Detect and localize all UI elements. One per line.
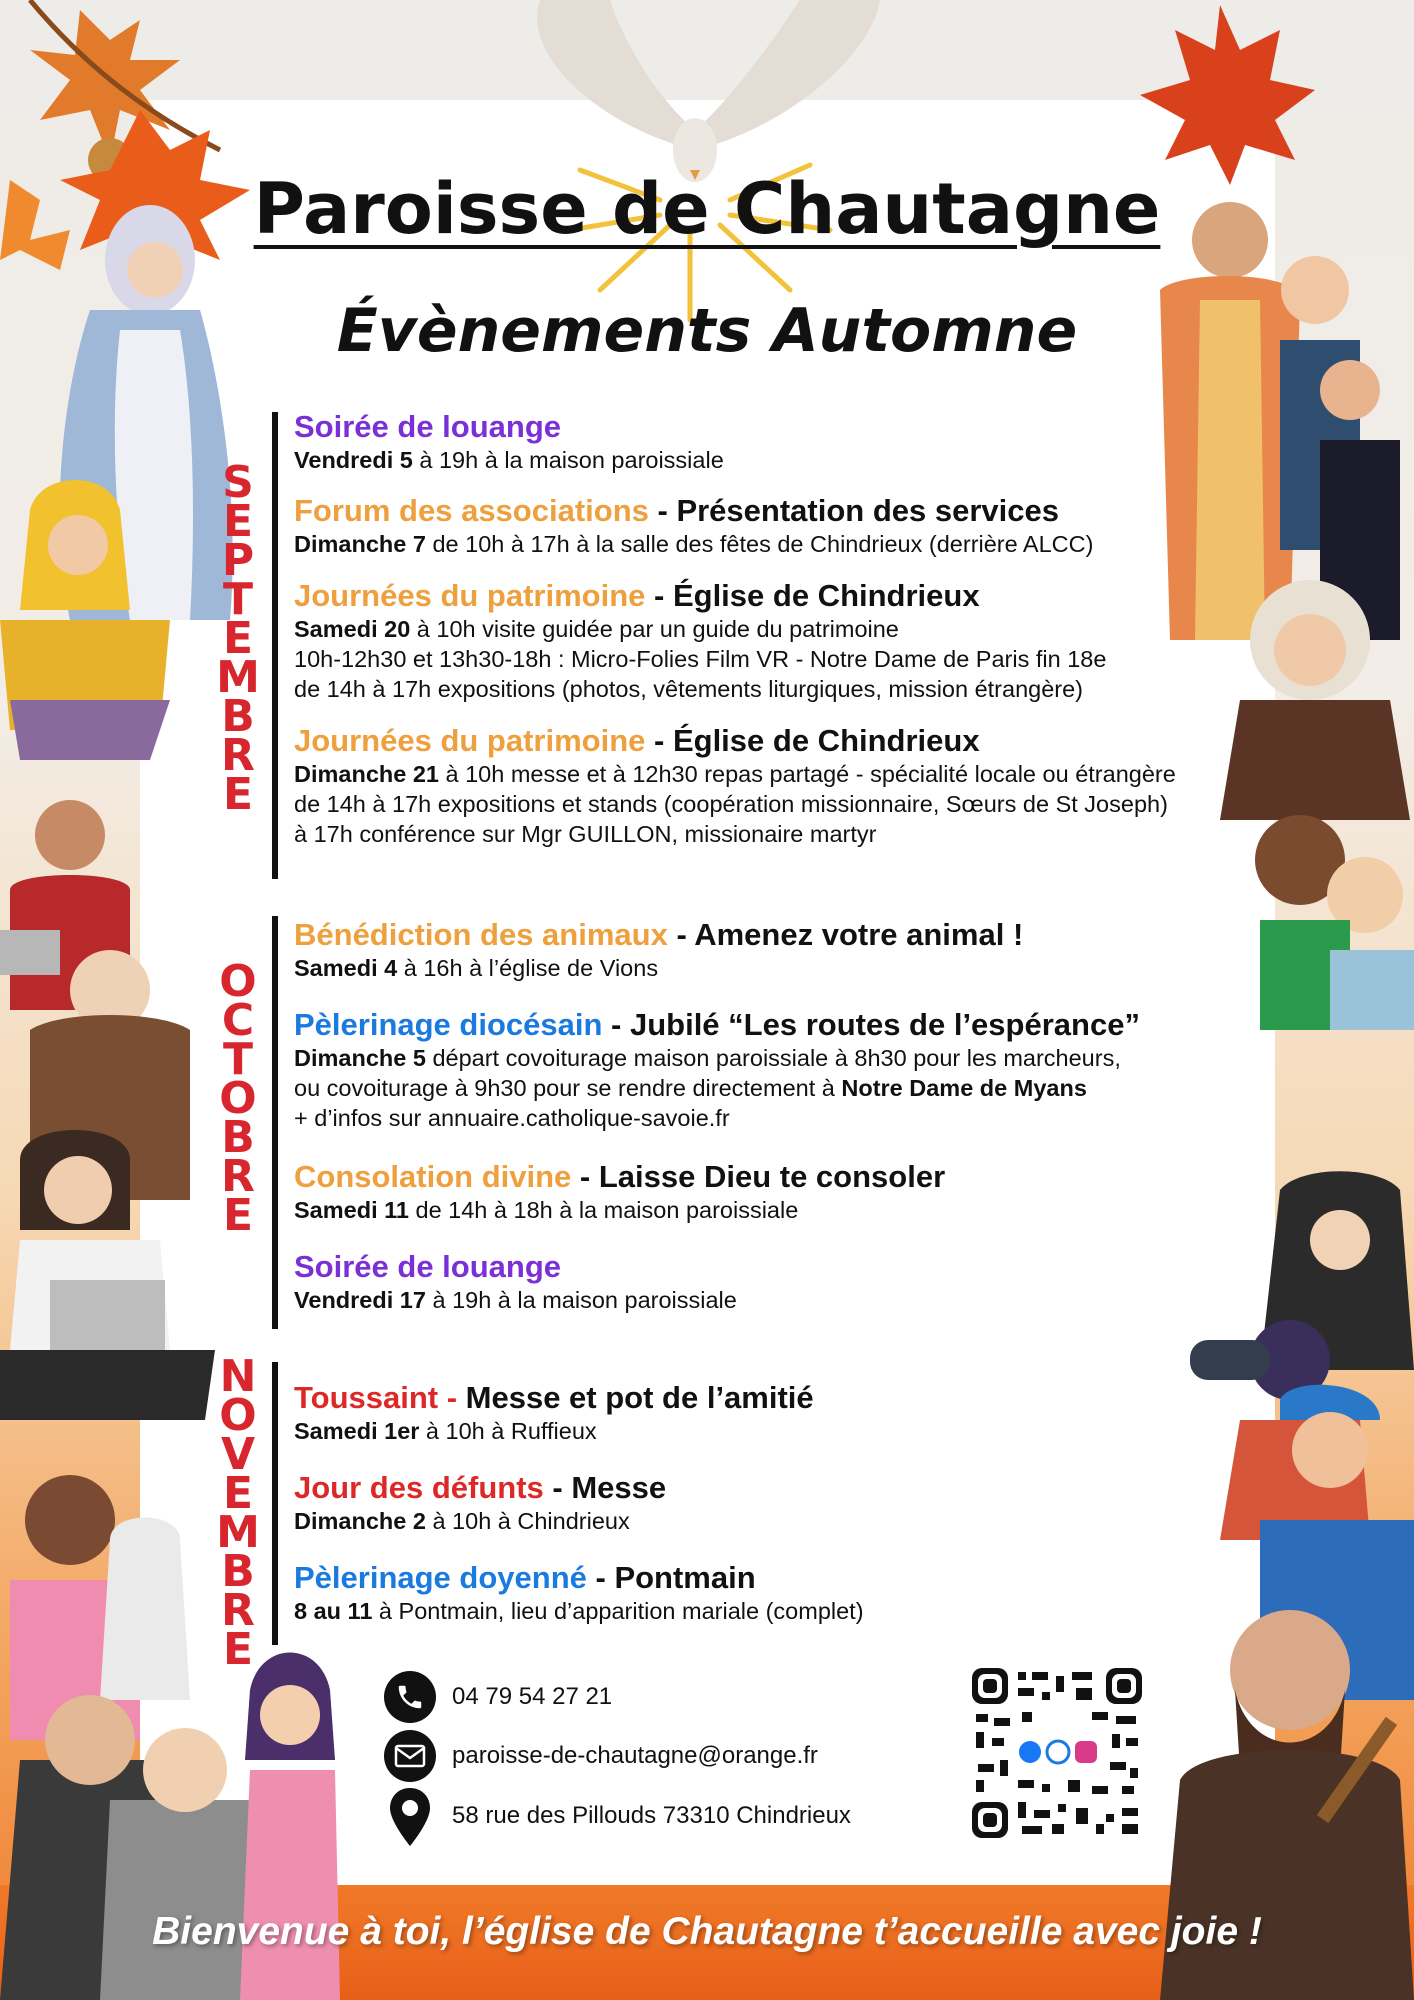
month-divider-november	[272, 1362, 278, 1645]
woman-laptop-illustration	[0, 1120, 220, 1420]
event-pelerinage-diocesain: Pèlerinage diocésain - Jubilé “Les routes de l’espérance” Dimanche 5 départ covoiturage maison paroissiale à 8h30 pour les marcheurs, ou covoiturage à 9h30 pour se rendre directement à Notre Dame de Myans + d’infos sur annuaire.catholique-savoie.fr	[294, 1007, 1140, 1131]
event-benediction-animaux: Bénédiction des animaux - Amenez votre animal ! Samedi 4 à 16h à l’église de Vions	[294, 917, 1024, 981]
postal-address: 58 rue des Pillouds 73310 Chindrieux	[452, 1802, 851, 1829]
month-divider-october	[272, 916, 278, 1329]
month-label-september: S E P T E M B R E	[216, 457, 260, 820]
event-journees-patrimoine-21: Journées du patrimoine - Église de Chindrieux Dimanche 21 à 10h messe et à 12h30 repas partagé - spécialité locale ou étrangère de 14h à 17h expositions et stands (coopération missionnaire, Sœurs de St Joseph) à 17h conférence sur Mgr GUILLON, missionaire martyr	[294, 723, 1176, 847]
event-consolation-divine: Consolation divine - Laisse Dieu te consoler Samedi 11 de 14h à 18h à la maison paroissiale	[294, 1159, 946, 1223]
event-soiree-louange-oct: Soirée de louange Vendredi 17 à 19h à la maison paroissiale	[294, 1249, 737, 1313]
event-pelerinage-doyenne: Pèlerinage doyenné - Pontmain 8 au 11 à Pontmain, lieu d’apparition mariale (complet)	[294, 1560, 864, 1624]
maple-leaf-icon	[1130, 0, 1320, 190]
dove-illustration	[460, 0, 920, 330]
qr-code[interactable]	[972, 1668, 1142, 1838]
event-toussaint: Toussaint - Messe et pot de l’amitié Samedi 1er à 10h à Ruffieux	[294, 1380, 814, 1444]
phone-icon	[384, 1671, 436, 1723]
location-pin-icon	[388, 1788, 432, 1846]
month-divider-september	[272, 412, 278, 879]
phone-number: 04 79 54 27 21	[452, 1683, 613, 1710]
month-label-october: O C T O B R E	[219, 956, 257, 1241]
page-subtitle: Évènements Automne	[336, 296, 1078, 366]
event-soiree-louange-sept: Soirée de louange Vendredi 5 à 19h à la maison paroissiale	[294, 409, 724, 473]
sitting-man-illustration	[0, 470, 180, 760]
event-journees-patrimoine-20: Journées du patrimoine - Église de Chindrieux Samedi 20 à 10h visite guidée par un guide du patrimoine 10h-12h30 et 13h30-18h : Micro-Folies Film VR - Notre Dame de Paris fin 18e de 14h à 17h expositions (photos, vêtements liturgiques, mission étrangère)	[294, 578, 1107, 702]
mail-icon	[384, 1730, 436, 1782]
event-forum-associations: Forum des associations - Présentation des services Dimanche 7 de 10h à 17h à la salle des fêtes de Chindrieux (derrière ALCC)	[294, 493, 1094, 557]
event-jour-defunts: Jour des défunts - Messe Dimanche 2 à 10h à Chindrieux	[294, 1470, 667, 1534]
page-title: Paroisse de Chautagne	[253, 168, 1161, 250]
email-address: paroisse-de-chautagne@orange.fr	[452, 1742, 818, 1769]
welcome-banner: Bienvenue à toi, l’église de Chautagne t’accueille avec joie !	[152, 1910, 1262, 1953]
children-illustration	[1250, 800, 1414, 1030]
month-label-november: N O V E M B R E	[216, 1351, 260, 1675]
